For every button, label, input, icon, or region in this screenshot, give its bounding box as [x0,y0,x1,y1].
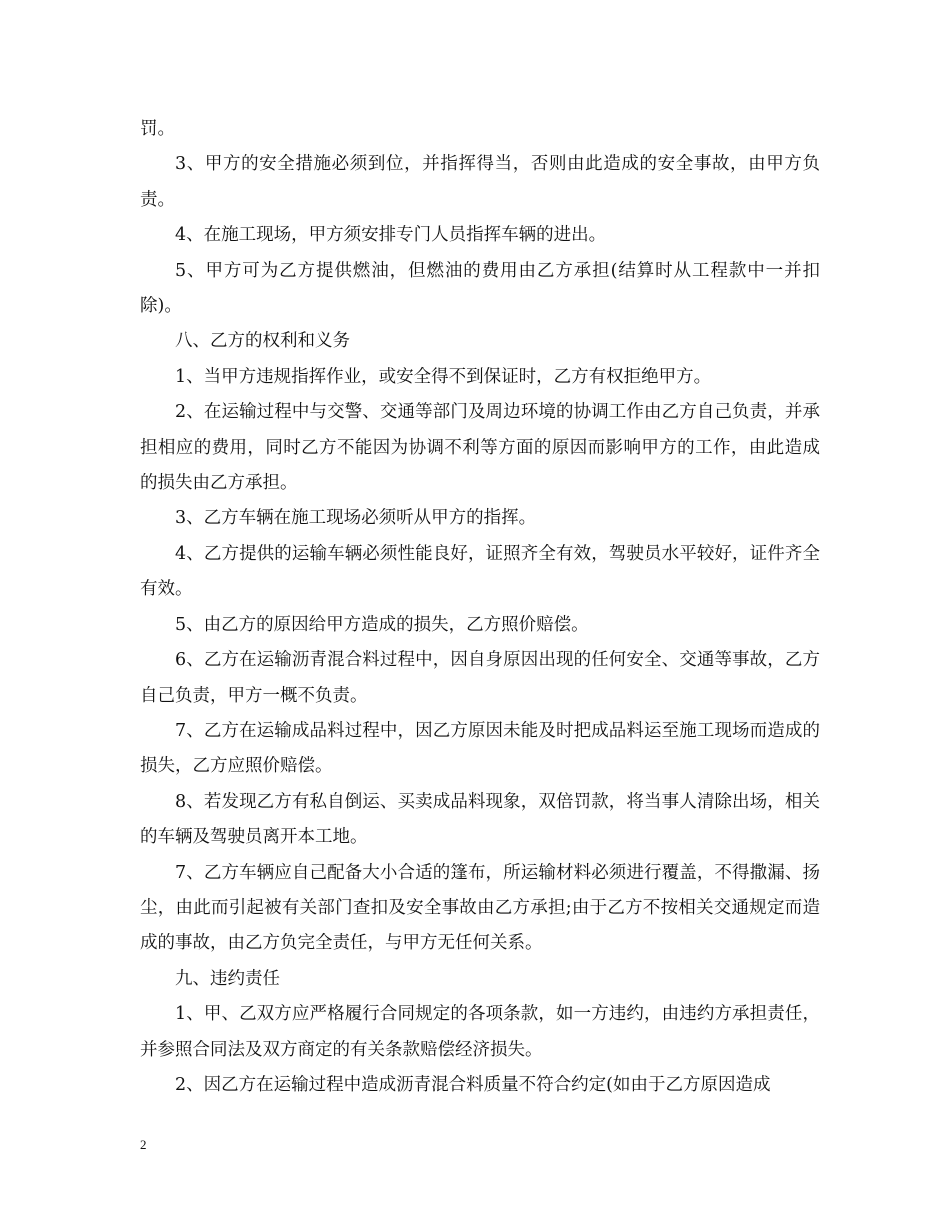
section-heading: 八、乙方的权利和义务 [175,331,350,352]
paragraph: 5、由乙方的原因给甲方造成的损失，乙方照价赔偿。 [175,614,589,635]
paragraph: 6、乙方在运输沥青混合料过程中，因自身原因出现的任何安全、交通等事故，乙方自己负责，甲方一概不负责。 [140,650,820,706]
paragraph: 4、在施工现场，甲方须安排专门人员指挥车辆的进出。 [175,225,607,246]
section-heading: 九、违约责任 [175,968,280,989]
paragraph: 4、乙方提供的运输车辆必须性能良好，证照齐全有效，驾驶员水平较好，证件齐全有效。 [140,543,820,600]
paragraph: 3、乙方车辆在施工现场必须听从甲方的指挥。 [175,508,537,529]
paragraph: 7、乙方在运输成品料过程中，因乙方原因未能及时把成品料运至施工现场而造成的损失，乙方应照价赔偿。 [140,720,820,777]
paragraph: 1、甲、乙双方应严格履行合同规定的各项条款，如一方违约，由违约方承担责任，并参照合同法及双方商定的有关条款赔偿经济损失。 [140,1004,820,1060]
paragraph: 8、若发现乙方有私自倒运、买卖成品料现象，双倍罚款，将当事人清除出场，相关的车辆及驾驶员离开本工地。 [140,791,820,848]
page-number: 2 [140,1137,147,1152]
paragraph: 2、在运输过程中与交警、交通等部门及周边环境的协调工作由乙方自己负责，并承担相应的费用，同时乙方不能因为协调不利等方面的原因而影响甲方的工作，由此造成的损失由乙方承担。 [140,402,820,494]
paragraph: 5、甲方可为乙方提供燃油，但燃油的费用由乙方承担(结算时从工程款中一并扣除)。 [140,260,820,317]
paragraph: 3、甲方的安全措施必须到位，并指挥得当，否则由此造成的安全事故，由甲方负责。 [140,154,820,210]
paragraph: 2、因乙方在运输过程中造成沥青混合料质量不符合约定(如由于乙方原因造成 [175,1074,771,1095]
paragraph: 1、当甲方违规指挥作业，或安全得不到保证时，乙方有权拒绝甲方。 [175,366,712,387]
paragraph: 罚。 [140,119,175,139]
document-body [140,112,820,1103]
paragraph: 7、乙方车辆应自己配备大小合适的篷布，所运输材料必须进行覆盖，不得撒漏、扬尘，由此而引起被有关部门查扣及安全事故由乙方承担;由于乙方不按相关交通规定而造成的事故，由乙方负完全责任，与甲方无任何关系。 [140,862,820,954]
